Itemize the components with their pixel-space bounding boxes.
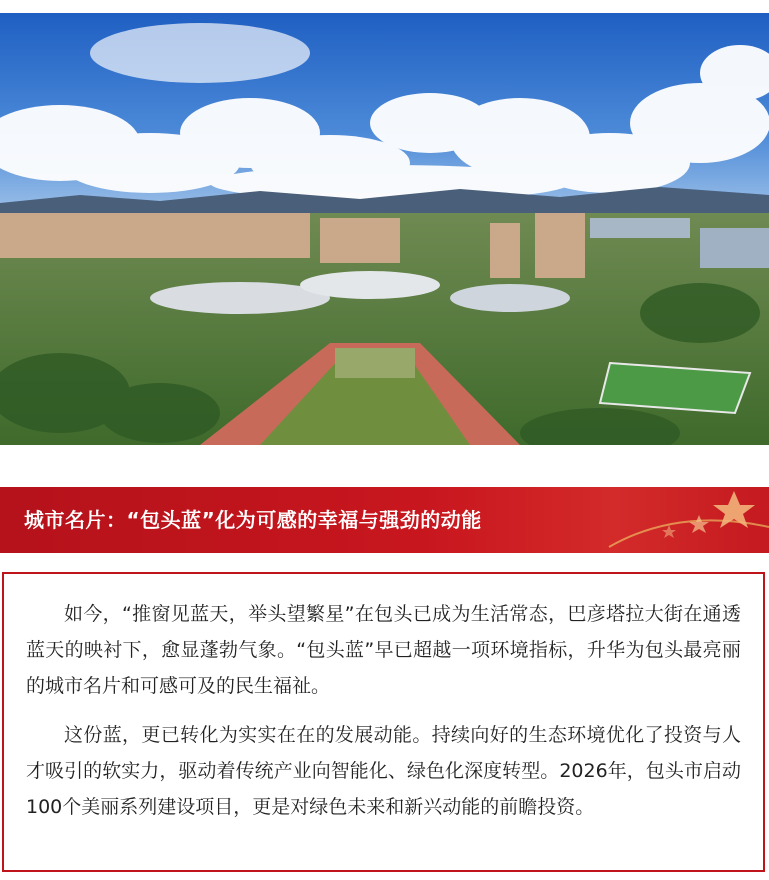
paragraph-1: 如今，“推窗见蓝天，举头望繁星”在包头已成为生活常态，巴彦塔拉大街在通透蓝天的映衬下，愈显蓬勃气象。“包头蓝”早已超越一项环境指标，升华为包头最亮丽的城市名片和可感可及的民生福祉。 [26, 603, 741, 697]
section-title: 城市名片：“包头蓝”化为可感的幸福与强劲的动能 [24, 508, 482, 532]
paragraph-2: 这份蓝，更已转化为实实在在的发展动能。持续向好的生态环境优化了投资与人才吸引的软实力，驱动着传统产业向智能化、绿色化深度转型。2026年，包头市启动100个美丽系列建设项目，更是对绿色未来和新兴动能的前瞻投资。 [26, 724, 741, 818]
city-aerial-photo-icon [0, 13, 769, 445]
section-banner [0, 487, 769, 553]
hero-photo [0, 13, 769, 445]
article-body [2, 572, 765, 872]
star-decoration-icon [599, 487, 769, 553]
